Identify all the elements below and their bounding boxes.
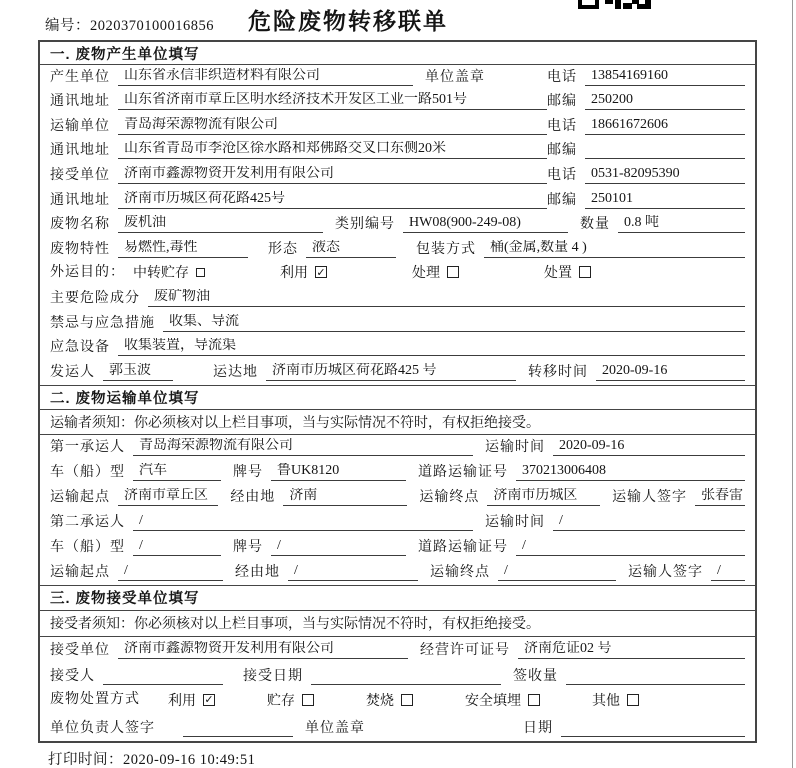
characteristics-value: 易燃性,毒性 (118, 240, 248, 258)
row-first-carrier (40, 435, 755, 460)
vehicle2-label: 车（船）型 (50, 539, 125, 555)
serial-label: 编号： (45, 18, 90, 34)
sign2-label: 运输人签字 (628, 564, 703, 580)
road-permit1-label: 道路运输证号 (418, 464, 508, 480)
transporter-left (50, 117, 547, 135)
shipper-label: 发运人 (50, 364, 95, 380)
zip2-value (585, 142, 745, 159)
end1-label: 运输终点 (419, 489, 480, 505)
origin1-label: 运输起点 (50, 489, 110, 505)
section-3-header: 三. 废物接受单位填写 (40, 585, 755, 611)
row-producer-address (40, 90, 755, 115)
sign1-label: 运输人签字 (612, 489, 688, 505)
receiver-value: 济南市鑫源物资开发利用有限公司 (118, 166, 547, 184)
row-shipper (40, 360, 755, 385)
transporter-notice-text: 运输者须知：你必须核对以上栏目事项，当与实际情况不符时，有权拒绝接受。 (50, 415, 540, 431)
producer-left (50, 68, 547, 86)
row-waste-characteristics (40, 237, 755, 262)
row-receiver (40, 163, 755, 188)
phone3-label: 电话 (547, 167, 577, 183)
receiving-date-value (311, 668, 501, 685)
transporter-value: 青岛海荣源物流有限公司 (118, 117, 547, 135)
addr2-left (50, 141, 547, 159)
purpose-option-label: 利用 (280, 266, 308, 282)
disposal-option-store (267, 690, 314, 710)
via1-label: 经由地 (230, 489, 276, 505)
unit-seal2-label: 单位盖章 (305, 720, 365, 736)
purpose-option-treat (412, 262, 459, 282)
purpose-option-utilize (280, 262, 327, 282)
zip2-label: 邮编 (547, 143, 577, 159)
addr2-right (547, 142, 745, 159)
section-1-header: 一. 废物产生单位填写 (40, 42, 755, 65)
received-amount-label: 签收量 (513, 668, 558, 684)
disposal-option-incinerate (366, 690, 413, 710)
section-2-header: 二. 废物运输单位填写 (40, 385, 755, 410)
destination-label: 运达地 (213, 364, 258, 380)
phone1-label: 电话 (547, 69, 577, 85)
time2-value: / (553, 513, 745, 531)
checkbox-disposal-utilize: ✓ (204, 693, 214, 707)
zip3-label: 邮编 (547, 192, 577, 208)
row-receiver-notice (40, 611, 755, 637)
addr1-value: 山东省济南市章丘区明水经济技术开发区工业一路501号 (118, 92, 547, 110)
zip3-value: 250101 (585, 191, 745, 209)
waste-name-label: 废物名称 (50, 217, 110, 233)
disposal-option-label: 利用 (168, 693, 196, 709)
via2-label: 经由地 (235, 564, 280, 580)
print-time-label: 打印时间： (48, 752, 123, 768)
checkbox-disposal-store (302, 694, 314, 706)
section-transporter (40, 385, 755, 585)
receiving-person-label: 接受人 (50, 668, 95, 684)
received-amount-value (566, 668, 745, 685)
packaging-label: 包装方式 (416, 241, 476, 257)
phone1-value: 13854169160 (585, 68, 745, 86)
form-value: 液态 (306, 240, 396, 258)
disposal-option-label: 焚烧 (366, 693, 394, 709)
page-edge-divider (792, 0, 793, 768)
row-waste-name (40, 213, 755, 238)
phone2-label: 电话 (547, 118, 577, 134)
plate2-value: / (271, 538, 406, 556)
purpose-option-dispose (544, 262, 591, 282)
receiver-notice-text: 接受者须知：你必须核对以上栏目事项，当与实际情况不符时，有权拒绝接受。 (50, 617, 540, 633)
via1-value: 济南 (283, 488, 407, 506)
producer-value: 山东省永信非织造材料有限公司 (118, 68, 413, 86)
road-permit2-value: / (516, 538, 745, 556)
row-producer (40, 65, 755, 90)
disposal-label: 废物处置方式 (50, 692, 140, 708)
end2-label: 运输终点 (430, 564, 490, 580)
road-permit2-label: 道路运输证号 (418, 539, 508, 555)
receiving-unit-label: 接受单位 (50, 642, 110, 658)
addr1-left (50, 92, 547, 110)
emergency-equipment-label: 应急设备 (50, 340, 110, 356)
row-route-1 (40, 485, 755, 510)
shipper-value: 郭玉波 (103, 363, 173, 381)
checkbox-utilize: ✓ (316, 265, 326, 279)
zip1-label: 邮编 (547, 94, 577, 110)
row-vehicle-1 (40, 460, 755, 485)
carrier1-label: 第一承运人 (50, 439, 125, 455)
transfer-time-label: 转移时间 (528, 364, 588, 380)
serial-value: 2020370100016856 (90, 18, 214, 34)
manifest-table (38, 40, 757, 743)
time1-label: 运输时间 (485, 439, 545, 455)
purpose-option-label: 处理 (412, 266, 440, 282)
addr3-label: 通讯地址 (50, 192, 110, 208)
row-vehicle-2 (40, 535, 755, 560)
row-second-carrier (40, 510, 755, 535)
unit-seal-label: 单位盖章 (425, 69, 485, 85)
addr3-value: 济南市历城区荷花路425号 (118, 191, 547, 209)
phone3-value: 0531-82095390 (585, 166, 745, 184)
purpose-option-transfer-storage (133, 262, 205, 282)
emergency-measures-value: 收集、导流 (163, 314, 745, 332)
row-emergency-measures (40, 311, 755, 336)
checkbox-disposal-landfill (528, 694, 540, 706)
checkbox-disposal-other (627, 694, 639, 706)
page-title: 危险废物转移联单 (248, 8, 448, 34)
time2-label: 运输时间 (485, 514, 545, 530)
disposal-option-label: 其他 (592, 693, 620, 709)
carrier1-value: 青岛海荣源物流有限公司 (133, 438, 473, 456)
print-time-value: 2020-09-16 10:49:51 (123, 752, 256, 768)
via2-value: / (288, 563, 418, 581)
checkbox-dispose (579, 266, 591, 278)
receiving-unit-value: 济南市鑫源物资开发利用有限公司 (118, 641, 408, 659)
purpose-option-label: 中转贮存 (133, 266, 189, 282)
addr1-right (547, 92, 745, 110)
transporter-right (547, 117, 745, 135)
row-disposal-method (40, 689, 755, 715)
plate1-label: 牌号 (233, 464, 263, 480)
waste-name-value: 废机油 (118, 215, 323, 233)
origin2-value: / (118, 563, 223, 581)
transporter-label: 运输单位 (50, 118, 110, 134)
quantity-label: 数量 (580, 217, 610, 233)
addr3-left (50, 191, 547, 209)
emergency-measures-label: 禁忌与应急措施 (50, 315, 155, 331)
receiver-label: 接受单位 (50, 167, 110, 183)
row-emergency-equipment (40, 336, 755, 361)
producer-right (547, 68, 745, 86)
row-receiving-person (40, 663, 755, 689)
vehicle1-label: 车（船）型 (50, 464, 125, 480)
manager-sign-label: 单位负责人签字 (50, 720, 155, 736)
time1-value: 2020-09-16 (553, 438, 745, 456)
vehicle1-value: 汽车 (133, 463, 221, 481)
print-time-line (48, 748, 255, 768)
origin2-label: 运输起点 (50, 564, 110, 580)
row-transporter-address (40, 139, 755, 164)
section-receiver (40, 585, 755, 741)
qr-code-fragment (578, 0, 652, 9)
section-producer (40, 42, 755, 385)
row-transporter-notice (40, 410, 755, 435)
plate2-label: 牌号 (233, 539, 263, 555)
transfer-time-value: 2020-09-16 (596, 363, 745, 381)
permit-label: 经营许可证号 (420, 642, 510, 658)
disposal-option-utilize (168, 690, 215, 710)
permit-value: 济南危证02 号 (518, 641, 745, 659)
disposal-option-label: 贮存 (267, 693, 295, 709)
quantity-value: 0.8 吨 (618, 215, 745, 233)
destination-value: 济南市历城区荷花路425 号 (266, 363, 516, 381)
zip1-value: 250200 (585, 92, 745, 110)
purpose-label: 外运目的： (50, 264, 125, 280)
addr2-value: 山东省青岛市李沧区徐水路和郑佛路交叉口东侧20米 (118, 141, 547, 159)
packaging-value: 桶(金属,数量 4 ) (484, 240, 745, 258)
addr3-right (547, 191, 745, 209)
addr1-label: 通讯地址 (50, 94, 110, 110)
phone2-value: 18661672606 (585, 117, 745, 135)
row-manager-signature (40, 715, 755, 741)
row-hazard-components (40, 286, 755, 311)
receiving-person-value (103, 668, 223, 685)
receiving-date-label: 接受日期 (243, 668, 303, 684)
vehicle2-value: / (133, 538, 221, 556)
producer-label: 产生单位 (50, 69, 110, 85)
end2-value: / (498, 563, 616, 581)
receiver-right (547, 166, 745, 184)
sign1-value: 张春雷 (695, 488, 745, 506)
hazard-value: 废矿物油 (148, 289, 745, 307)
addr2-label: 通讯地址 (50, 143, 110, 159)
date2-value (561, 720, 745, 737)
end1-value: 济南市历城区 (487, 488, 600, 506)
emergency-equipment-value: 收集装置，导流渠 (118, 338, 745, 356)
origin1-value: 济南市章丘区 (118, 488, 218, 506)
carrier2-label: 第二承运人 (50, 514, 125, 530)
disposal-option-other (592, 690, 639, 710)
purpose-option-label: 处置 (544, 266, 572, 282)
characteristics-label: 废物特性 (50, 241, 110, 257)
sign2-value: / (711, 563, 745, 581)
date2-label: 日期 (523, 720, 553, 736)
plate1-value: 鲁UK8120 (271, 463, 406, 481)
row-route-2 (40, 560, 755, 585)
form-label: 形态 (268, 241, 298, 257)
category-label: 类别编号 (335, 217, 395, 233)
row-receiver-address (40, 188, 755, 213)
checkbox-transfer-storage (196, 268, 205, 277)
disposal-option-label: 安全填埋 (465, 693, 521, 709)
hazard-label: 主要危险成分 (50, 290, 140, 306)
receiver-left (50, 166, 547, 184)
manager-sign-value (183, 720, 293, 737)
road-permit1-value: 370213006408 (516, 463, 745, 481)
row-transporter (40, 114, 755, 139)
row-transfer-purpose (40, 262, 755, 287)
checkbox-treat (447, 266, 459, 278)
category-value: HW08(900-249-08) (403, 215, 568, 233)
row-receiving-unit (40, 637, 755, 663)
checkbox-disposal-incinerate (401, 694, 413, 706)
carrier2-value: / (133, 513, 473, 531)
disposal-option-landfill (465, 690, 540, 710)
